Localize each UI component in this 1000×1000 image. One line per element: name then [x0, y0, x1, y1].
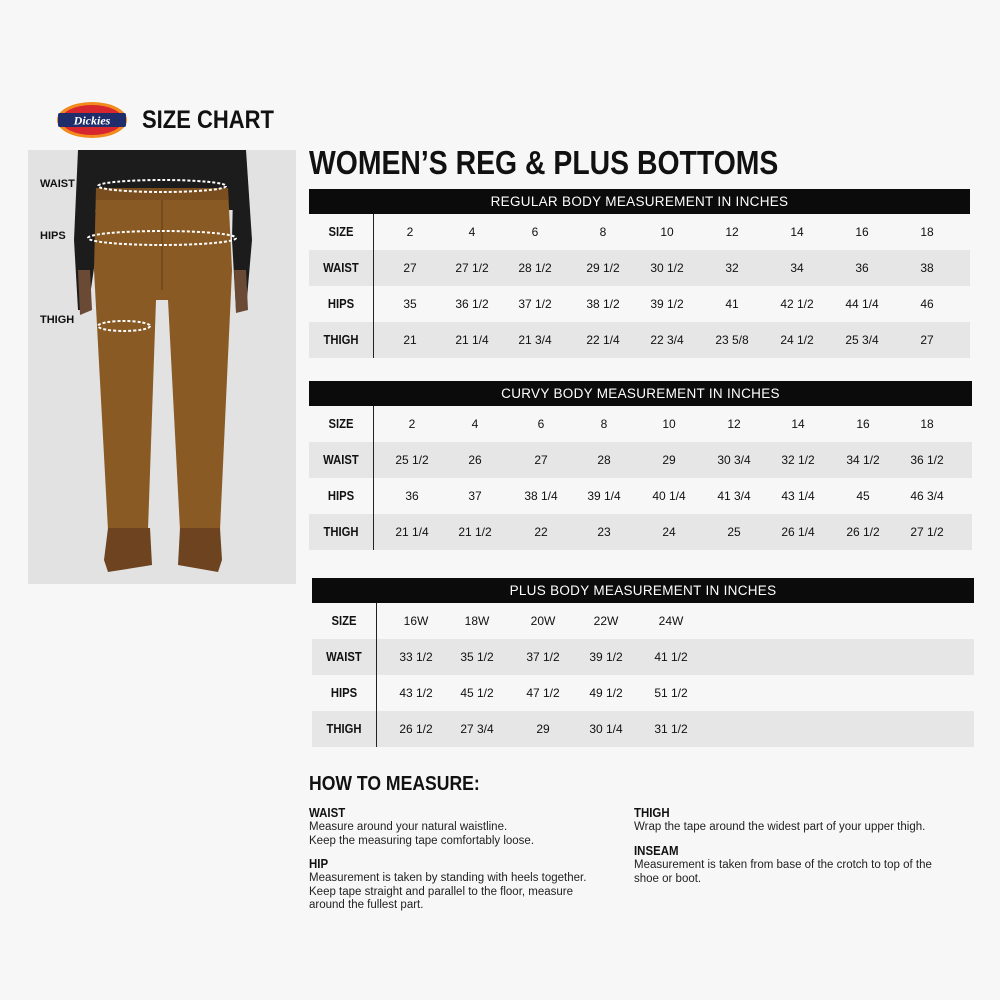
table-cell: 36 1/2 [455, 297, 489, 311]
table-cell: 2 [408, 417, 416, 431]
table-cell: 21 3/4 [518, 333, 552, 347]
table-cell: 4 [471, 417, 479, 431]
table-cell: 18W [464, 614, 490, 628]
inseam-instruction-heading: INSEAM [634, 843, 679, 858]
row-label: HIPS [327, 297, 355, 311]
dickies-logo [56, 100, 128, 140]
logo-text: Dickies [73, 113, 111, 128]
row-label: THIGH [323, 525, 359, 539]
row-label: THIGH [323, 333, 359, 347]
table-cell: 21 [403, 333, 417, 347]
thigh-instruction-heading: THIGH [634, 805, 670, 820]
table-cell: 32 1/2 [781, 453, 815, 467]
row-label: THIGH [326, 722, 362, 736]
row-label: SIZE [328, 225, 354, 239]
table-cell: 37 [468, 489, 482, 503]
table-cell: 36 [855, 261, 869, 275]
table-cell: 16W [403, 614, 429, 628]
table-cell: 10 [660, 225, 674, 239]
table-cell: 23 5/8 [715, 333, 749, 347]
pants-illustration [28, 150, 296, 584]
how-to-measure-heading: HOW TO MEASURE: [309, 773, 480, 795]
table-cell: 27 [403, 261, 417, 275]
row-label: SIZE [328, 417, 354, 431]
table-cell: 22 [534, 525, 548, 539]
plus-size-table [312, 578, 974, 747]
table-cell: 36 [405, 489, 419, 503]
table-cell: 43 1/4 [781, 489, 815, 503]
table-header: CURVY BODY MEASUREMENT IN INCHES [309, 381, 972, 406]
table-cell: 27 3/4 [460, 722, 494, 736]
table-cell: 21 1/4 [395, 525, 429, 539]
table-cell: 34 1/2 [846, 453, 880, 467]
table-cell: 27 1/2 [455, 261, 489, 275]
table-cell: 26 1/2 [399, 722, 433, 736]
table-cell: 12 [725, 225, 739, 239]
table-row [309, 478, 972, 514]
table-cell: 6 [531, 225, 539, 239]
row-label: SIZE [331, 614, 357, 628]
table-row [309, 322, 970, 358]
table-cell: 22 3/4 [650, 333, 684, 347]
table-cell: 38 [920, 261, 934, 275]
table-cell: 43 1/2 [399, 686, 433, 700]
table-cell: 30 3/4 [717, 453, 751, 467]
table-row [312, 711, 974, 747]
table-cell: 44 1/4 [845, 297, 879, 311]
row-label: HIPS [330, 686, 358, 700]
table-cell: 36 1/2 [910, 453, 944, 467]
table-cell: 14 [791, 417, 805, 431]
page-title: WOMEN’S REG & PLUS BOTTOMS [309, 144, 779, 181]
table-cell: 4 [468, 225, 476, 239]
table-cell: 34 [790, 261, 804, 275]
inseam-instruction-text: Measurement is taken from base of the crotch to top of the shoe or boot. [634, 859, 932, 885]
table-cell: 24 [662, 525, 676, 539]
table-row [309, 250, 970, 286]
thigh-label: THIGH [40, 314, 75, 326]
table-cell: 31 1/2 [654, 722, 688, 736]
table-cell: 39 1/2 [650, 297, 684, 311]
table-cell: 27 1/2 [910, 525, 944, 539]
table-cell: 10 [662, 417, 676, 431]
table-header: REGULAR BODY MEASUREMENT IN INCHES [309, 189, 970, 214]
hip-instruction-text: Measurement is taken by standing with heels together. Keep tape straight and parallel to the floor, measure around the fullest part. [309, 872, 587, 911]
table-cell: 41 [725, 297, 739, 311]
thigh-instruction-text: Wrap the tape around the widest part of your upper thigh. [634, 821, 926, 833]
size-chart-heading: SIZE CHART [142, 106, 274, 134]
table-cell: 37 1/2 [518, 297, 552, 311]
table-row [312, 639, 974, 675]
row-label: WAIST [323, 261, 359, 275]
table-cell: 16 [856, 417, 870, 431]
table-cell: 24W [658, 614, 684, 628]
table-cell: 12 [727, 417, 741, 431]
table-cell: 46 [920, 297, 934, 311]
table-cell: 37 1/2 [526, 650, 560, 664]
regular-size-table [309, 189, 970, 358]
table-cell: 25 1/2 [395, 453, 429, 467]
table-cell: 20W [530, 614, 556, 628]
table-cell: 40 1/4 [652, 489, 686, 503]
table-cell: 35 [403, 297, 417, 311]
table-cell: 38 1/4 [524, 489, 558, 503]
table-cell: 28 [597, 453, 611, 467]
column-divider [373, 406, 374, 550]
table-cell: 25 [727, 525, 741, 539]
table-cell: 28 1/2 [518, 261, 552, 275]
table-cell: 32 [725, 261, 739, 275]
table-cell: 30 1/2 [650, 261, 684, 275]
waist-instruction-text: Measure around your natural waistline. Keep the measuring tape comfortably loose. [309, 821, 535, 847]
table-cell: 27 [534, 453, 548, 467]
table-cell: 29 1/2 [586, 261, 620, 275]
table-row [309, 442, 972, 478]
waist-instruction-heading: WAIST [309, 805, 346, 820]
table-cell: 24 1/2 [780, 333, 814, 347]
table-cell: 45 1/2 [460, 686, 494, 700]
table-row [312, 603, 974, 639]
table-cell: 8 [599, 225, 607, 239]
table-cell: 45 [856, 489, 870, 503]
table-cell: 42 1/2 [780, 297, 814, 311]
table-row [309, 406, 972, 442]
table-cell: 27 [920, 333, 934, 347]
curvy-size-table [309, 381, 972, 550]
table-cell: 22 1/4 [586, 333, 620, 347]
column-divider [376, 603, 377, 747]
table-cell: 39 1/4 [587, 489, 621, 503]
table-row [309, 286, 970, 322]
model-photo [28, 150, 296, 584]
table-cell: 22W [593, 614, 619, 628]
row-label: WAIST [326, 650, 362, 664]
table-cell: 18 [920, 417, 934, 431]
table-cell: 18 [920, 225, 934, 239]
table-row [309, 214, 970, 250]
table-cell: 21 1/2 [458, 525, 492, 539]
table-cell: 47 1/2 [526, 686, 560, 700]
table-cell: 49 1/2 [589, 686, 623, 700]
table-cell: 29 [662, 453, 676, 467]
table-cell: 29 [536, 722, 550, 736]
table-cell: 25 3/4 [845, 333, 879, 347]
row-label: HIPS [327, 489, 355, 503]
hip-instruction-heading: HIP [309, 856, 329, 871]
table-cell: 39 1/2 [589, 650, 623, 664]
hips-label: HIPS [40, 230, 66, 242]
table-cell: 23 [597, 525, 611, 539]
table-cell: 46 3/4 [910, 489, 944, 503]
row-label: WAIST [323, 453, 359, 467]
table-cell: 21 1/4 [455, 333, 489, 347]
table-cell: 26 1/2 [846, 525, 880, 539]
table-cell: 33 1/2 [399, 650, 433, 664]
table-cell: 41 3/4 [717, 489, 751, 503]
table-cell: 16 [855, 225, 869, 239]
table-cell: 51 1/2 [654, 686, 688, 700]
table-cell: 26 1/4 [781, 525, 815, 539]
table-row [309, 514, 972, 550]
table-cell: 26 [468, 453, 482, 467]
waist-label: WAIST [40, 178, 75, 190]
table-cell: 41 1/2 [654, 650, 688, 664]
column-divider [373, 214, 374, 358]
table-cell: 8 [600, 417, 608, 431]
table-cell: 6 [537, 417, 545, 431]
table-cell: 30 1/4 [589, 722, 623, 736]
table-cell: 2 [406, 225, 414, 239]
table-cell: 35 1/2 [460, 650, 494, 664]
table-cell: 14 [790, 225, 804, 239]
table-row [312, 675, 974, 711]
table-header: PLUS BODY MEASUREMENT IN INCHES [312, 578, 974, 603]
table-cell: 38 1/2 [586, 297, 620, 311]
